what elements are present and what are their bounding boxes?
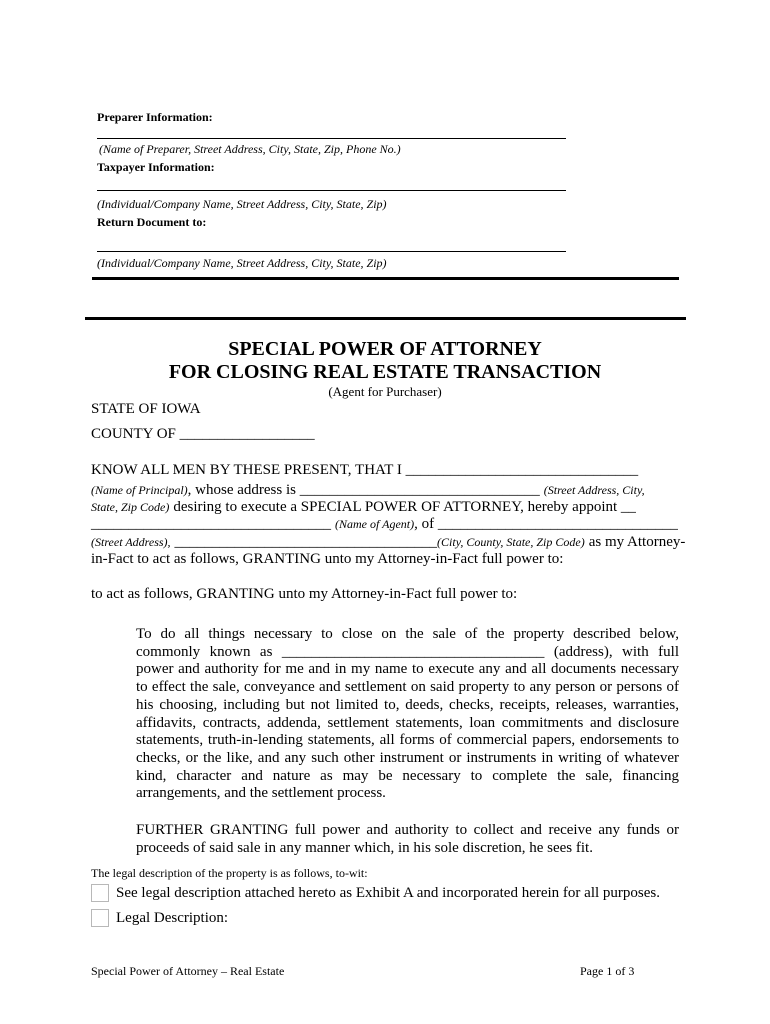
footer-title: Special Power of Attorney – Real Estate [91, 964, 285, 978]
whose-address-text: , whose address is ________________________________ [187, 482, 540, 498]
return-label: Return Document to: [97, 215, 207, 229]
document-title: SPECIAL POWER OF ATTORNEY [228, 338, 542, 360]
grant-rest: power and authority for me and in my name to execute any and all documents necessary to effect the sale, conveyance and settlement on said property to any person or persons of his choosing, including but not limited to, deeds, checks, receipts, releases, warranties, affidavits, contracts, addenda, settlement statements, loan commitments and disclosure statements, truth-in-lending statements, all forms of commercial papers, endorsements to checks, or the like, and any such other instrument or instruments in writing of whatever kind, character and nature as may be necessary to complete the sale, financing arrangements, and the settlement process. [136, 661, 679, 802]
grant-line-2: commonly known as ___________________________________ (address), with full [136, 643, 679, 660]
agent-line [91, 515, 678, 533]
know-all-line: KNOW ALL MEN BY THESE PRESENT, THAT I _______________________________ [91, 462, 639, 478]
further-granting-paragraph: FURTHER GRANTING full power and authority to collect and receive any funds or proceeds of said sale in any manner which, in his sole discretion, he sees fit. [136, 822, 679, 856]
preparer-line [97, 138, 566, 139]
document-subtitle: (Agent for Purchaser) [328, 384, 442, 399]
return-caption: (Individual/Company Name, Street Address, City, State, Zip) [97, 256, 387, 270]
name-principal-caption: (Name of Principal) [91, 483, 188, 497]
return-line [97, 251, 566, 252]
exhibit-a-option-label: See legal description attached hereto as Exhibit A and incorporated herein for all purposes. [116, 885, 660, 901]
county-line: COUNTY OF __________________ [91, 426, 315, 442]
preparer-caption: (Name of Preparer, Street Address, City, State, Zip, Phone No.) [99, 142, 401, 156]
address-line [91, 533, 685, 551]
document-subtitle-main: FOR CLOSING REAL ESTATE TRANSACTION [168, 361, 602, 383]
state-zip-caption: State, Zip Code) [91, 500, 170, 514]
taxpayer-label: Taxpayer Information: [97, 160, 215, 174]
in-fact-line: in-Fact to act as follows, GRANTING unto my Attorney-in-Fact full power to: [91, 551, 564, 567]
grant-line-1: To do all things necessary to close on the sale of the property described below, [136, 626, 679, 642]
as-my-attorney-text: as my Attorney- [588, 534, 686, 550]
legal-description-option-label: Legal Description: [116, 910, 229, 926]
desiring-text: desiring to execute a SPECIAL POWER OF ATTORNEY, hereby appoint __ [173, 499, 636, 515]
to-act-line: to act as follows, GRANTING unto my Attorney-in-Fact full power to: [91, 586, 518, 602]
grant-paragraph [136, 626, 679, 803]
header-rule [92, 277, 679, 280]
name-agent-caption: (Name of Agent) [335, 517, 415, 531]
title-rule [85, 317, 686, 320]
legal-description-checkbox[interactable] [91, 909, 109, 927]
agent-blank: ________________________________ [91, 516, 331, 532]
legal-intro: The legal description of the property is as follows, to-wit: [91, 866, 368, 880]
taxpayer-line [97, 190, 566, 191]
exhibit-a-checkbox[interactable] [91, 884, 109, 902]
preparer-label: Preparer Information: [97, 110, 213, 124]
city-county-caption: (City, County, State, Zip Code) [437, 535, 585, 549]
city-blank: ___________________________________ [174, 534, 438, 550]
principal-line [91, 481, 645, 499]
state-line: STATE OF IOWA [91, 401, 201, 417]
street-address-caption: (Street Address), [91, 535, 171, 549]
street-address-city-caption: (Street Address, City, [543, 483, 645, 497]
of-text: , of ________________________________ [414, 516, 678, 532]
page-number: Page 1 of 3 [580, 964, 635, 978]
taxpayer-caption: (Individual/Company Name, Street Address, City, State, Zip) [97, 197, 387, 211]
desiring-line [91, 498, 636, 516]
